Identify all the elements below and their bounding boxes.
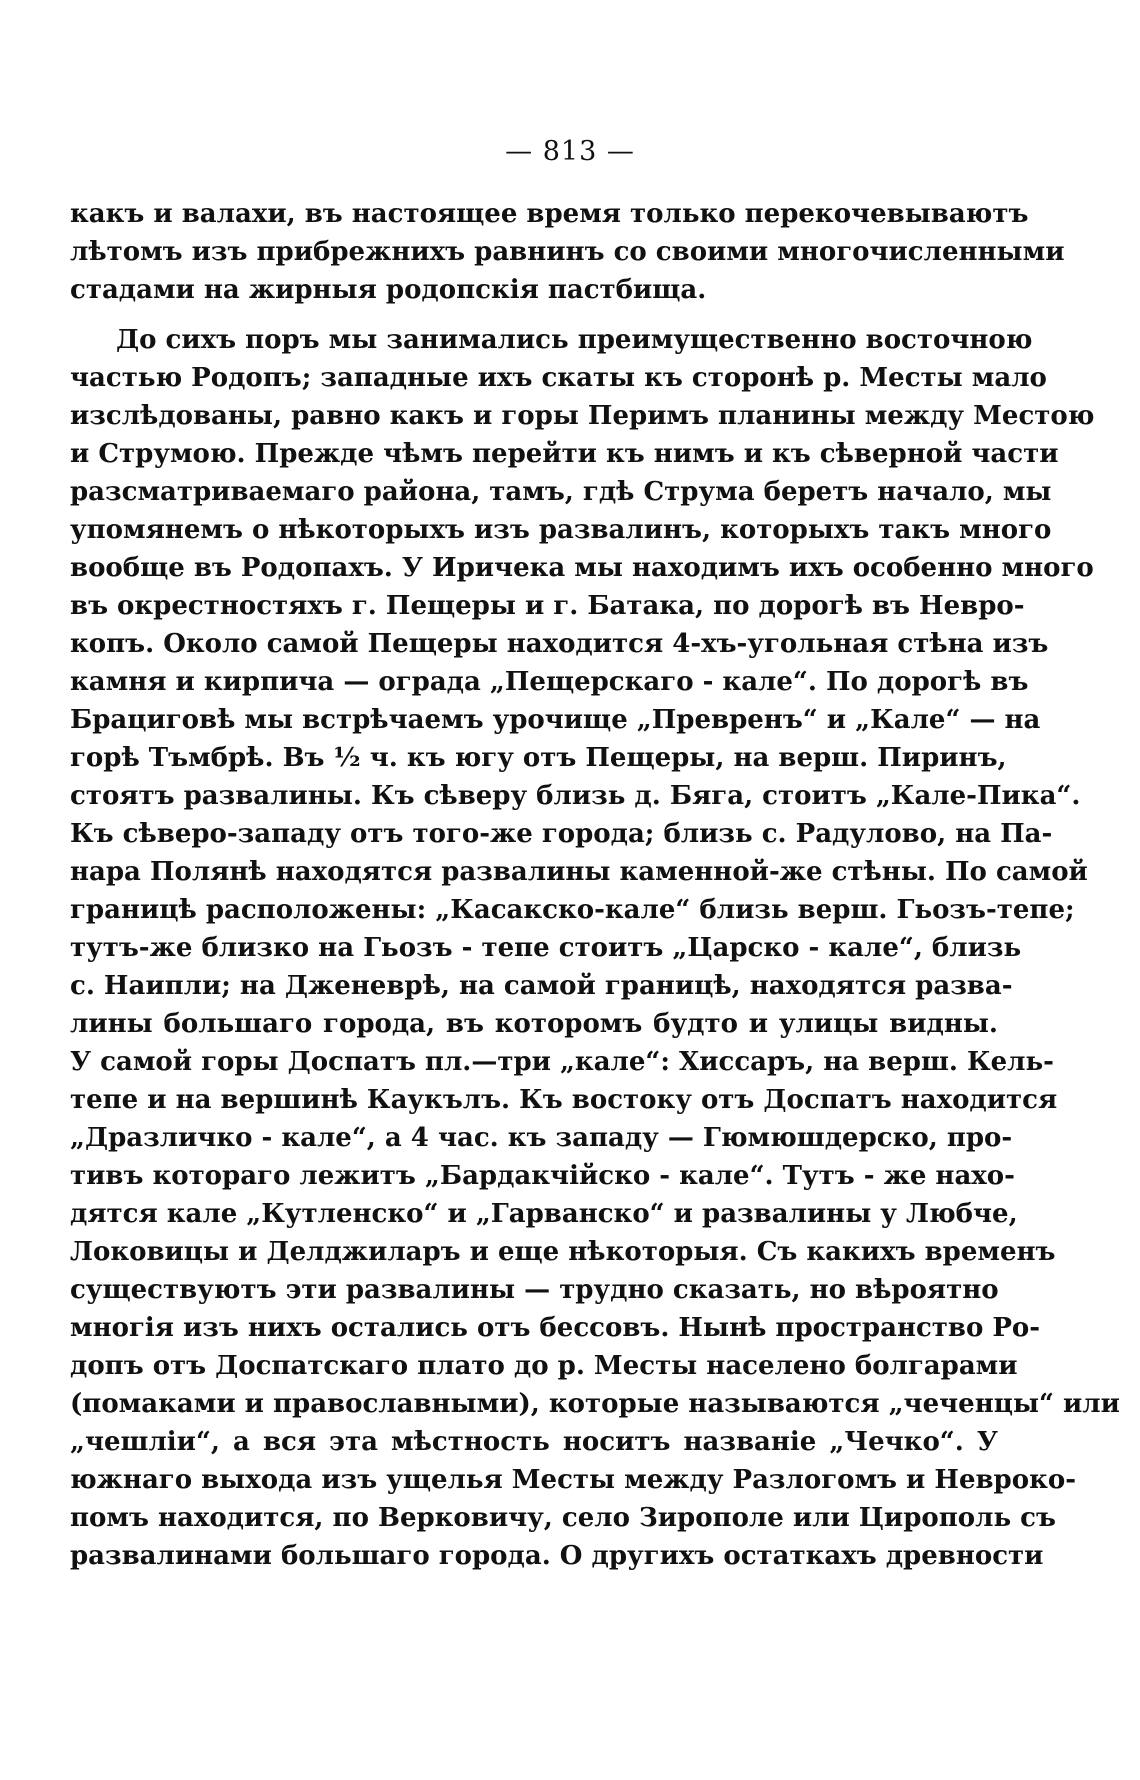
text-line: изслѣдованы, равно какъ и горы Перимъ планины между Местою: [70, 401, 1095, 431]
text-line: камня и кирпича — ограда „Пещерскаго - кале“. По дорогѣ въ: [70, 667, 1029, 697]
text-line: стадами на жирныя родопскія пастбища.: [70, 275, 707, 305]
text-line: копъ. Около самой Пещеры находится 4-хъ-угольная стѣна изъ: [70, 629, 1049, 659]
text-line: частью Родопъ; западные ихъ скаты къ сторонѣ р. Месты мало: [70, 363, 1047, 393]
text-line: стоятъ развалины. Къ сѣверу близь д. Бяга, стоитъ „Кале-Пика“.: [70, 781, 1081, 811]
text-line: с. Наипли; на Дженеврѣ, на самой границѣ, находятся разва-: [70, 971, 1013, 1001]
text-line: тивъ котораго лежитъ „Бардакчійско - кале“. Тутъ - же нахо-: [70, 1161, 1015, 1191]
text-line: границѣ расположены: „Касакско-кале“ близь верш. Гьозъ-тепе;: [70, 895, 1075, 925]
text-line: въ окрестностяхъ г. Пещеры и г. Батака, по дорогѣ въ Невро-: [70, 591, 1025, 621]
text-line: вообще въ Родопахъ. У Иричека мы находимъ ихъ особенно много: [70, 553, 1094, 583]
text-line: существуютъ эти развалины — трудно сказать, но вѣроятно: [70, 1275, 999, 1305]
text-line: помъ находится, по Верковичу, село Зирополе или Цирополь съ: [70, 1503, 1056, 1533]
body-text: [70, 195, 1120, 1575]
text-line: многія изъ нихъ остались отъ бессовъ. Нынѣ пространство Ро-: [70, 1313, 1041, 1343]
text-line: какъ и валахи, въ настоящее время только перекочевываютъ: [70, 199, 1029, 229]
text-line: „чешліи“, а вся эта мѣстность носитъ названіе „Чечко“. У: [70, 1427, 998, 1457]
text-line: нара Полянѣ находятся развалины каменной-же стѣны. По самой: [70, 857, 1088, 887]
text-line: разсматриваемаго района, тамъ, гдѣ Струма беретъ начало, мы: [70, 477, 1052, 507]
paragraph-gap: [70, 309, 998, 321]
text-line: Къ сѣверо-западу отъ того-же города; близь с. Радулово, на Па-: [70, 819, 1053, 849]
text-line: Локовицы и Делджиларъ и еще нѣкоторыя. Съ какихъ временъ: [70, 1237, 1056, 1267]
page-number: — 813 —: [505, 136, 635, 167]
text-line: дятся кале „Кутленско“ и „Гарванско“ и развалины у Любче,: [70, 1199, 1018, 1229]
text-line: упомянемъ о нѣкоторыхъ изъ развалинъ, которыхъ такъ много: [70, 515, 1052, 545]
text-line: „Дразличко - кале“, а 4 час. къ западу — Гюмюшдерско, про-: [70, 1123, 1013, 1153]
paragraph-1: [70, 195, 1065, 309]
text-line: У самой горы Доспатъ пл.—три „кале“: Хиссаръ, на верш. Кель-: [70, 1047, 1054, 1077]
text-line: До сихъ поръ мы занимались преимущественно восточною: [116, 325, 1033, 355]
text-line: лины большаго города, въ которомъ будто и улицы видны.: [70, 1009, 998, 1039]
text-line: южнаго выхода изъ ущелья Месты между Разлогомъ и Невроко-: [70, 1465, 1076, 1495]
text-line: и Струмою. Прежде чѣмъ перейти къ нимъ и къ сѣверной части: [70, 439, 1059, 469]
text-line: тепе и на вершинѣ Каукълъ. Къ востоку отъ Доспатъ находится: [70, 1085, 1058, 1115]
text-line: допъ отъ Доспатскаго плато до р. Месты населено болгарами: [70, 1351, 1018, 1381]
text-line: Брациговѣ мы встрѣчаемъ урочище „Превренъ“ и „Кале“ — на: [70, 705, 1041, 735]
text-line: горѣ Тъмбрѣ. Въ ½ ч. къ югу отъ Пещеры, на верш. Пиринъ,: [70, 743, 1007, 773]
text-line: тутъ-же близко на Гьозъ - тепе стоитъ „Царско - кале“, близь: [70, 933, 1022, 963]
text-line: лѣтомъ изъ прибрежнихъ равнинъ со своими многочисленными: [70, 237, 1065, 267]
text-line: развалинами большаго города. О другихъ остаткахъ древности: [70, 1541, 1044, 1571]
text-line: (помаками и православными), которые называются „чеченцы“ или: [70, 1389, 1120, 1419]
paragraph-2: [70, 321, 1120, 1575]
